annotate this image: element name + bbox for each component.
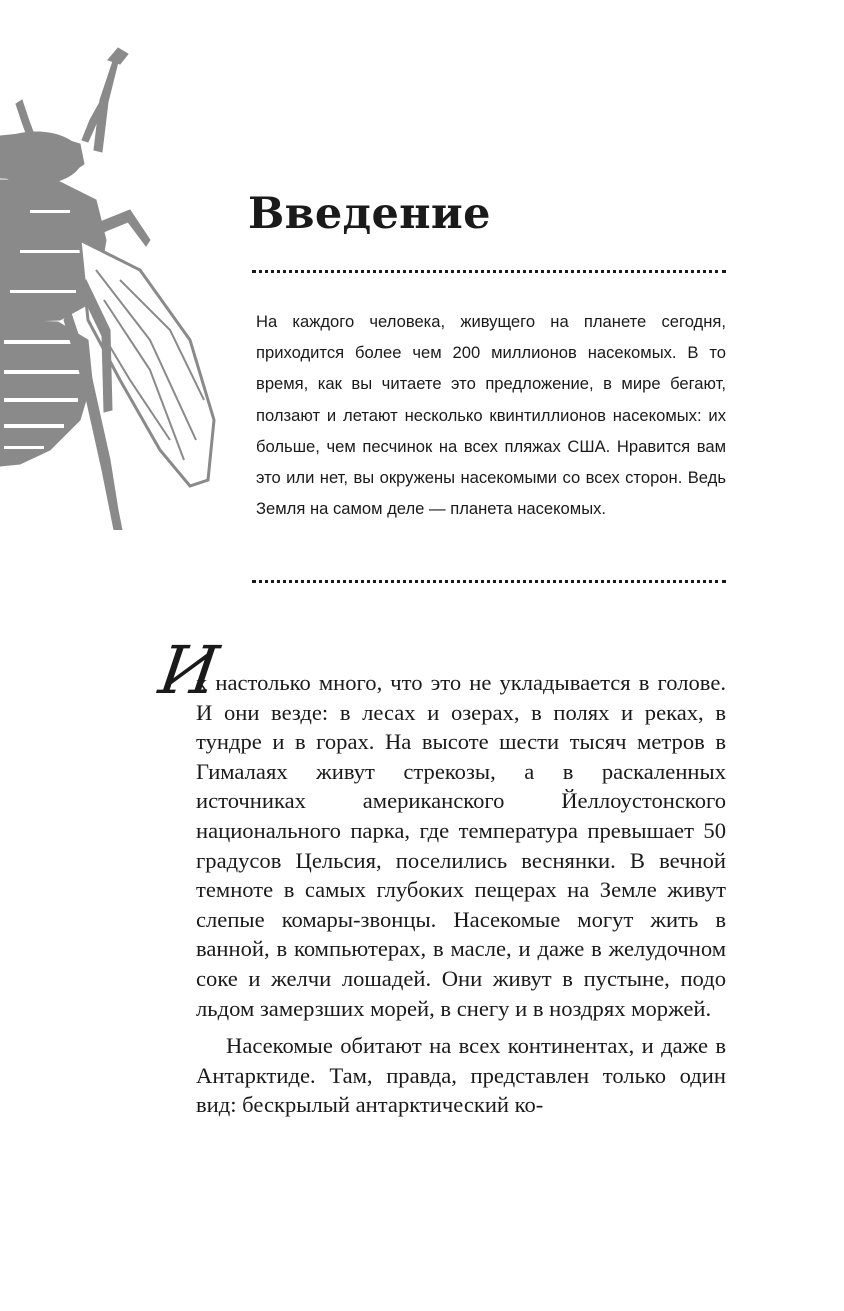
paragraph-1: х настолько много, что это не укладывается в голове. И они везде: в лесах и озерах, в полях и реках, в тундре и в горах. На высоте шести тысяч метров в Гималаях живут стрекозы, а в раскаленных источниках американского Йеллоустонского национального парка, где температура превышает 50 градусов Цельсия, поселились веснянки. В вечной темноте в самых глубоких пещерах на Земле живут слепые комары-звонцы. Насекомые могут жить в ванной, в компьютерах, в масле, и даже в желудочном соке и желчи лошадей. Они живут в пустыне, подо льдом замерзших морей, в снегу и в ноздрях моржей. [196,670,726,1021]
intro-paragraph: На каждого человека, живущего на планете сегодня, приходится более чем 200 миллионов насекомых. В то время, как вы читаете это предложение, в мире бегают, ползают и летают несколько квинтиллионов насекомых: их больше, чем песчинок на всех пляжах США. Нравится вам это или нет, вы окружены насекомыми со всех сторон. Ведь Земля на самом деле — планета насекомых. [256,312,726,519]
page-title: Введение [248,189,491,239]
drop-cap: И [154,632,224,709]
fly-illustration-icon [0,40,240,530]
main-text [154,632,726,1120]
dotted-divider-top [252,270,726,273]
paragraph-2: Насекомые обитают на всех континентах, и даже в Антарктиде. Там, правда, представлен только один вид: бескрылый антарктический ко- [196,1033,726,1118]
dotted-divider-bottom [252,580,726,583]
